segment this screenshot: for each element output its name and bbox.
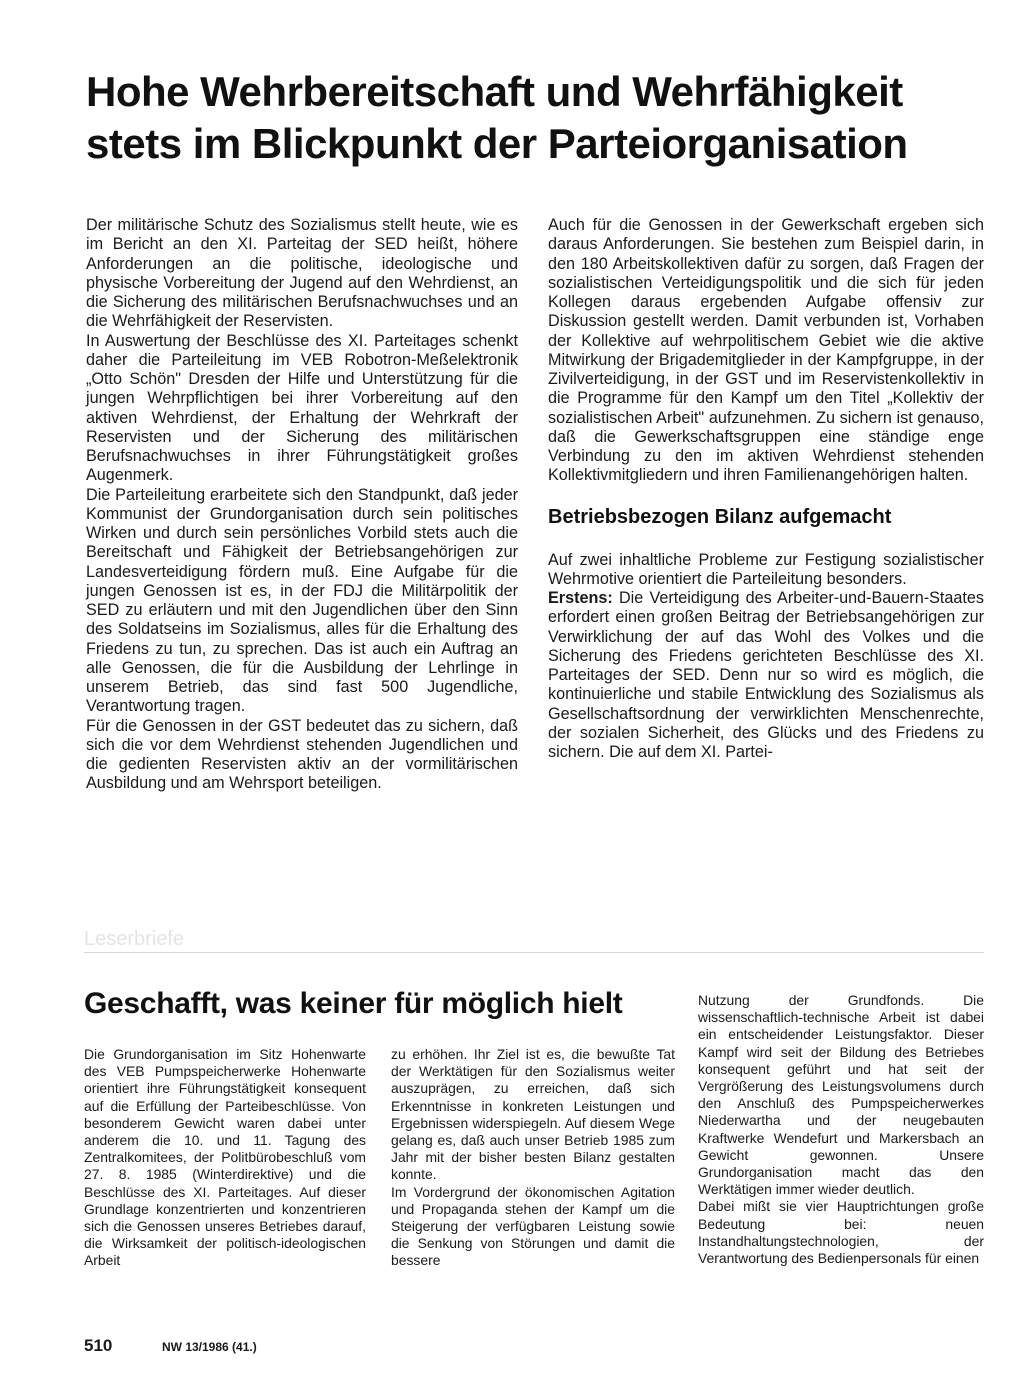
page-number: 510 xyxy=(84,1336,113,1355)
letter-column-2 xyxy=(391,1046,675,1270)
issue-label: NW 13/1986 (41.) xyxy=(162,1340,257,1354)
article-title xyxy=(86,66,986,170)
title-line-2: stets im Blickpunkt der Parteiorganisation xyxy=(86,120,908,167)
erstens-label: Erstens: xyxy=(548,589,613,607)
section-subheading: Betriebsbezogen Bilanz aufgemacht xyxy=(548,505,892,528)
erstens-text: Die Verteidigung des Arbeiter-und-Bauern-Staates erfordert einen großen Beitrag der Betriebsangehörigen zur Verwirklichung der auf das Wohl des Volkes und die Sicherung des Friedens gerichteten Beschlüsse des XI. Parteitages der SED. Denn nur so wird es möglich, die kontinuierliche und stabile Entwicklung des Sozialismus als Gesellschaftsordnung der verwirklichten Menschenrechte, der sozialen Sicherheit, des Glücks und des Friedens zu sichern. Die auf dem XI. Partei- xyxy=(548,589,984,761)
paragraph: Auf zwei inhaltliche Probleme zur Festigung sozialistischer Wehrmotive orientiert die Parteileitung besonders. xyxy=(548,550,984,588)
paragraph: Die Parteileitung erarbeitete sich den Standpunkt, daß jeder Kommunist der Grundorganisation durch sein politisches Wirken und durch sein persönliches Vorbild stets auch die Bereitschaft und Fähigkeit der Betriebsangehörigen zur Landesverteidigung fördern muß. Eine Aufgabe für die jungen Genossen ist es, in der FDJ die Militärpolitik der SED zu erläutern und mit den Jugendlichen über den Sinn des Soldatseins im Sozialismus, alles für die Erhaltung des Friedens zu tun, zu sprechen. Das ist auch ein Auftrag an alle Genossen, die für die Ausbildung der Lehrlinge in unserem Betrieb, das sind fast 500 Jugendliche, Verantwortung tragen. xyxy=(86,485,518,716)
article-column-1 xyxy=(86,216,518,794)
letter-title: Geschafft, was keiner für möglich hielt xyxy=(84,987,623,1020)
section-label: Leserbriefe xyxy=(84,928,984,953)
paragraph: Im Vordergrund der ökonomischen Agitation und Propaganda stehen der Kampf um die Steigerung der verfügbaren Leistung sowie die Senkung von Störungen und damit die bessere xyxy=(391,1183,675,1269)
paragraph: Nutzung der Grundfonds. Die wissenschaftlich-technische Arbeit ist dabei ein entscheidender Leistungsfaktor. Dieser Kampf wird seit der Bildung des Betriebes konsequent geführt und hat seit der Vergrößerung des Leistungsvolumens durch den Anschluß des Pumpspeicherwerkes Niederwartha und der neugebauten Kraftwerke Wendefurt und Markersbach an Gewicht gewonnen. Unsere Grundorganisation macht das den Werktätigen immer wieder deutlich. xyxy=(698,992,984,1198)
paragraph: Der militärische Schutz des Sozialismus stellt heute, wie es im Bericht an den XI. Parteitag der SED heißt, höhere Anforderungen an die politische, ideologische und physische Vorbereitung der Jugend auf den Wehrdienst, an die Sicherung des militärischen Berufsnachwuchses und an die Wehrfähigkeit der Reservisten. xyxy=(86,216,518,331)
paragraph: Auch für die Genossen in der Gewerkschaft ergeben sich daraus Anforderungen. Sie bestehen zum Beispiel darin, in den 180 Arbeitskollektiven dafür zu sorgen, daß Fragen der sozialistischen Verteidigungspolitik und die sich für jeden Kollegen daraus ergebenden Aufgabe offensiv zur Diskussion gestellt werden. Damit verbunden ist, Vorhaben der Kollektive auf wehrpolitischem Gebiet wie die aktive Mitwirkung der Brigademitglieder in der Kampfgruppe, in der Zivilverteidigung, in der GST und im Reservistenkollektiv in die Programme für den Kampf um den Titel „Kollektiv der sozialistischen Arbeit" aufzunehmen. Zu sichern ist genauso, daß die Gewerkschaftsgruppen eine ständige enge Verbindung zu den im aktiven Wehrdienst stehenden Kollektivmitgliedern und ihren Familienangehörigen halten. xyxy=(548,216,984,485)
paragraph: Die Grundorganisation im Sitz Hohenwarte des VEB Pumpspeicherwerke Hohenwarte orientiert ihre Führungstätigkeit konsequent auf die Erfüllung der Parteibeschlüsse. Von besonderem Gewicht waren dabei unter anderem die 10. und 11. Tagung des Zentralkomitees, der Politbürobeschluß vom 27. 8. 1985 (Winterdirektive) und die Beschlüsse des XI. Parteitages. Auf dieser Grundlage konzentrierten und konzentrieren sich die Genossen unseres Betriebes darauf, die Wirksamkeit der politisch-ideologischen Arbeit xyxy=(84,1046,366,1269)
paragraph-erstens xyxy=(548,589,984,762)
paragraph: Dabei mißt sie vier Hauptrichtungen große Bedeutung bei: neuen Instandhaltungstechnologien, der Verantwortung des Bedienpersonals für einen xyxy=(698,1198,984,1267)
paragraph: In Auswertung der Beschlüsse des XI. Parteitages schenkt daher die Parteileitung im VEB Robotron-Meßelektronik „Otto Schön" Dresden der Hilfe und Unterstützung für die jungen Wehrpflichtigen bei ihrer Vorbereitung auf den aktiven Wehrdienst, der Erhaltung der Wehrkraft der Reservisten und der Sicherung des militärischen Berufsnachwuchses in ihrer Führungstätigkeit großes Augenmerk. xyxy=(86,331,518,485)
letter-column-3 xyxy=(698,992,984,1267)
paragraph: Für die Genossen in der GST bedeutet das zu sichern, daß sich die vor dem Wehrdienst stehenden Jugendlichen und die gedienten Reservisten aktiv an der vormilitärischen Ausbildung und am Wehrsport beteiligen. xyxy=(86,716,518,793)
article-column-2 xyxy=(548,216,984,762)
letter-column-1 xyxy=(84,1046,366,1270)
paragraph: zu erhöhen. Ihr Ziel ist es, die bewußte Tat der Werktätigen für den Sozialismus weiter auszuprägen, zu erreichen, daß sich Erkenntnisse in konkreten Leistungen und Ergebnissen widerspiegeln. Auf diesem Wege gelang es, daß auch unser Betrieb 1985 zum Jahr mit der bisher besten Bilanz gestalten konnte. xyxy=(391,1046,675,1183)
title-line-1: Hohe Wehrbereitschaft und Wehrfähigkeit xyxy=(86,68,903,115)
